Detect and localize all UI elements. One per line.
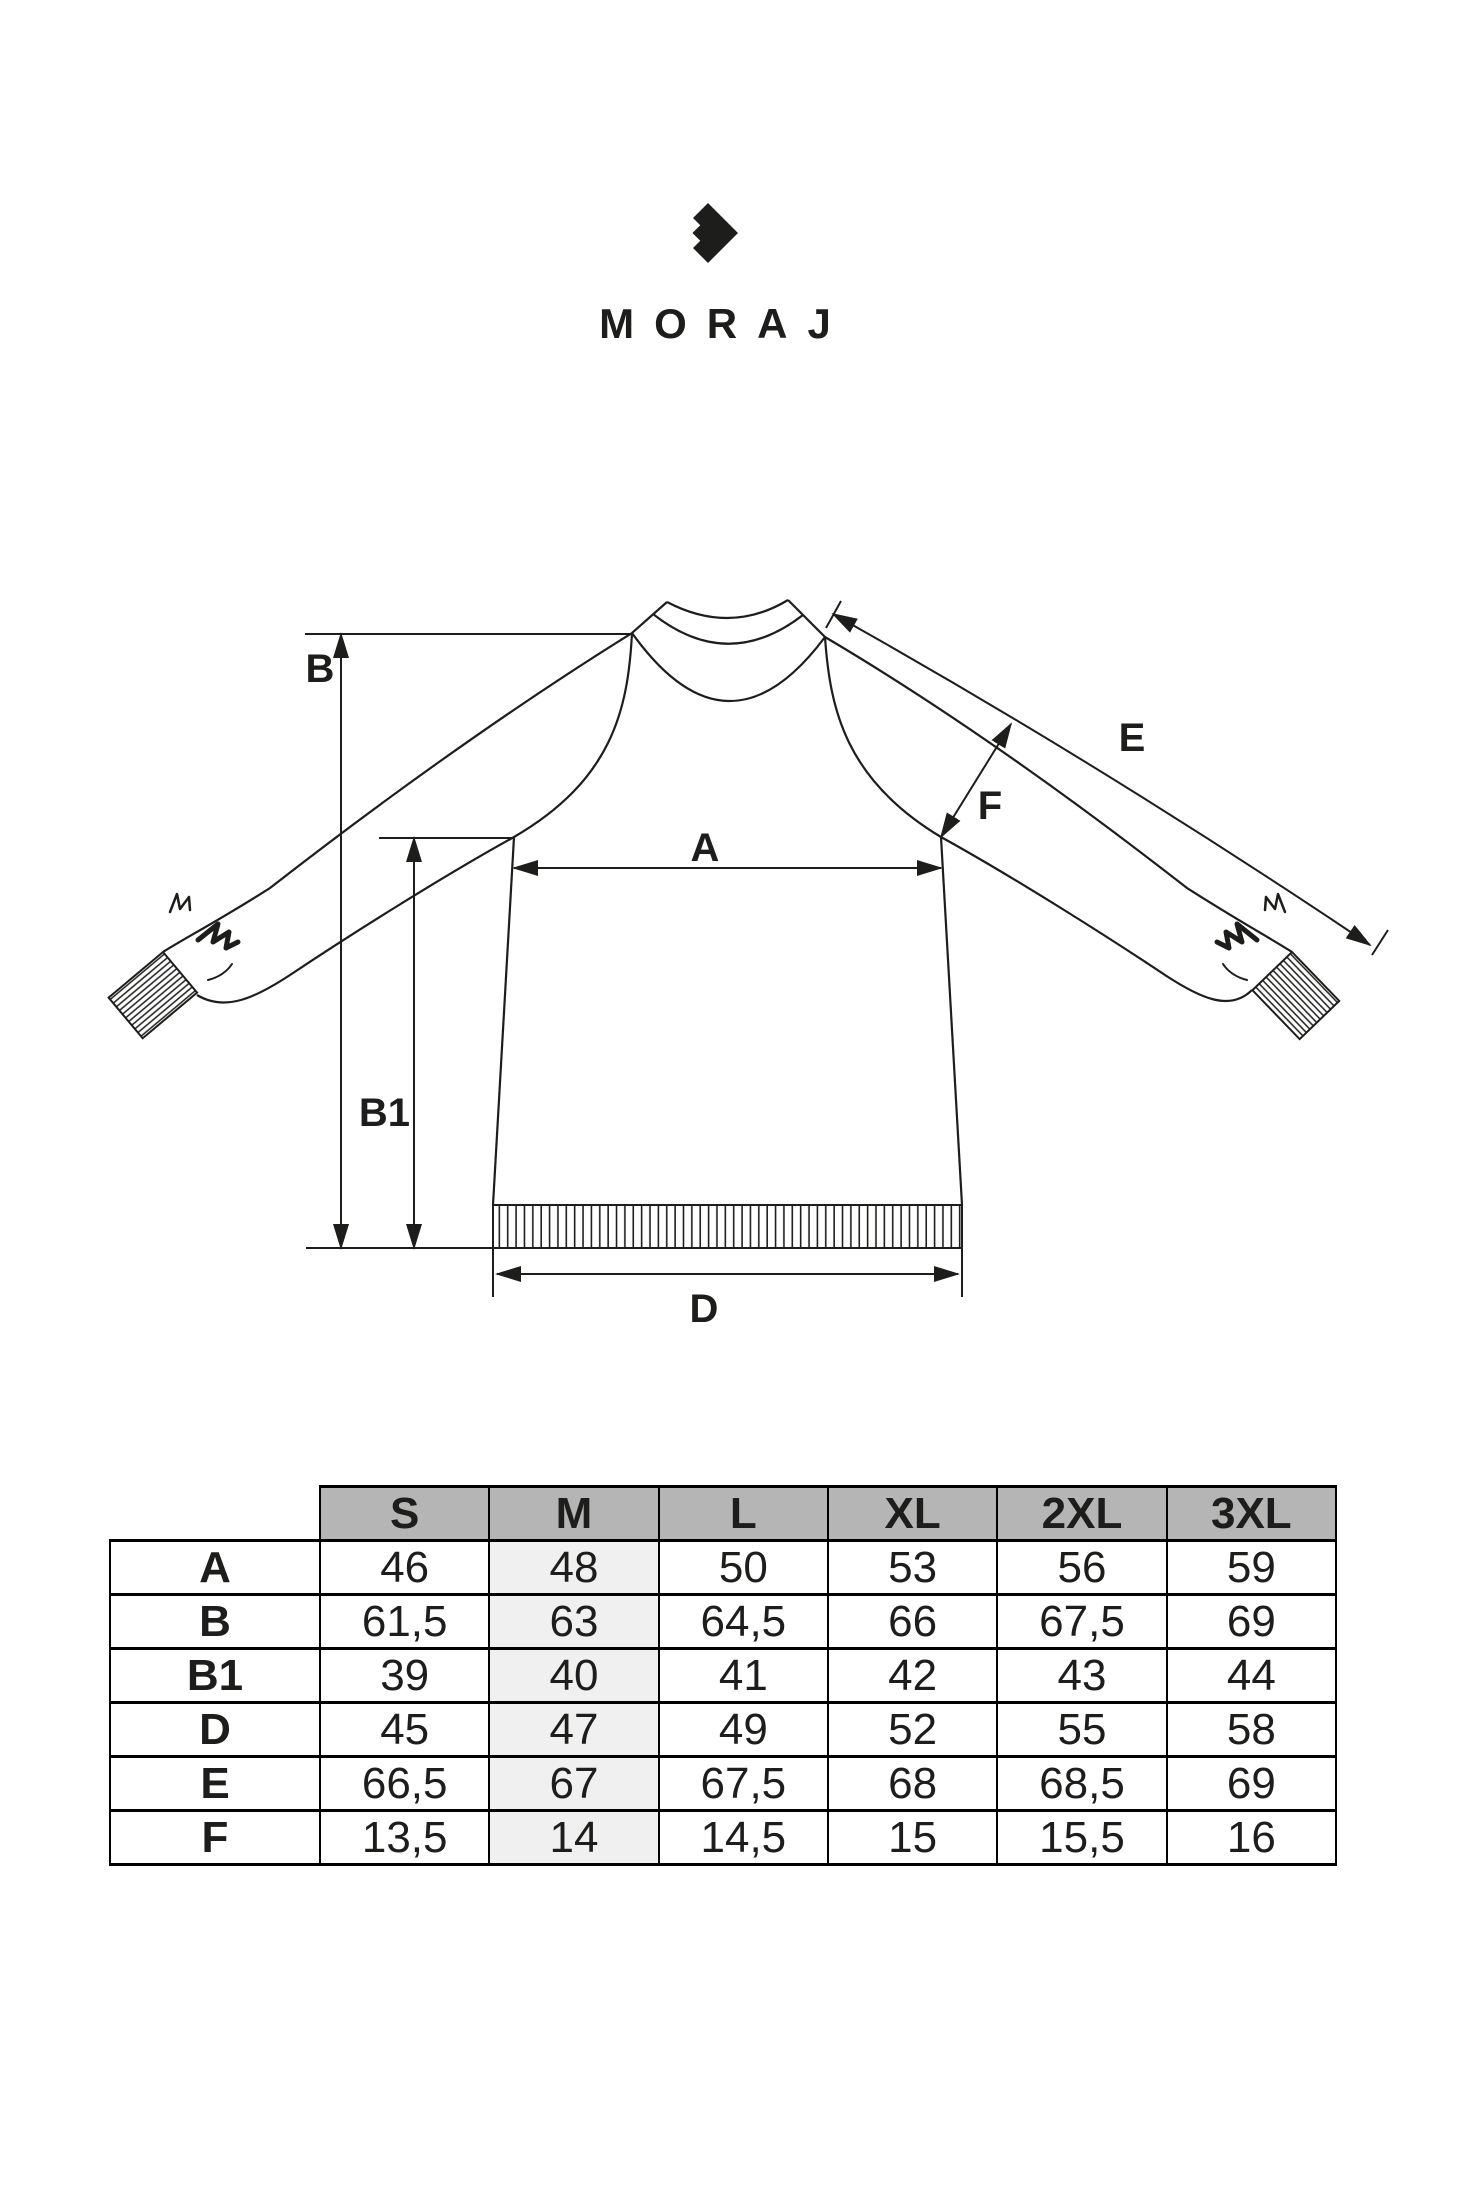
table-row — [110, 1541, 1336, 1595]
table-cell: 49 — [659, 1703, 828, 1757]
table-cell: 53 — [828, 1541, 997, 1595]
table-row — [110, 1649, 1336, 1703]
size-column-header: 2XL — [997, 1487, 1166, 1541]
table-cell: 44 — [1167, 1649, 1336, 1703]
size-column-header: M — [489, 1487, 658, 1541]
table-cell: 67,5 — [659, 1757, 828, 1811]
table-row — [110, 1595, 1336, 1649]
table-cell: 40 — [489, 1649, 658, 1703]
table-cell: 61,5 — [320, 1595, 489, 1649]
table-cell: 15,5 — [997, 1811, 1166, 1865]
table-row — [110, 1757, 1336, 1811]
table-cell: 59 — [1167, 1541, 1336, 1595]
size-column-header: XL — [828, 1487, 997, 1541]
size-header-row — [110, 1487, 1336, 1541]
table-cell: 68 — [828, 1757, 997, 1811]
row-label: B1 — [110, 1649, 320, 1703]
dimension-B1 — [359, 838, 514, 1248]
table-cell: 14 — [489, 1811, 658, 1865]
tick-E-end — [1372, 930, 1388, 955]
table-cell: 69 — [1167, 1757, 1336, 1811]
hem-rib-band — [493, 1205, 962, 1248]
table-cell: 67 — [489, 1757, 658, 1811]
body-right-edge — [941, 837, 962, 1205]
table-cell: 42 — [828, 1649, 997, 1703]
brand-name: MORAJ — [599, 300, 851, 347]
fabric-wrinkle-marks — [170, 894, 1285, 980]
table-cell: 50 — [659, 1541, 828, 1595]
raglan-seam-right — [825, 637, 941, 837]
sweater-outline — [109, 600, 1340, 1248]
dimension-E — [826, 601, 1388, 955]
cuff-left — [109, 952, 197, 1038]
sleeve-left-under-edge — [197, 837, 514, 1003]
size-column-header: L — [659, 1487, 828, 1541]
brand-logo-icon — [692, 203, 738, 263]
table-cell: 46 — [320, 1541, 489, 1595]
table-cell: 52 — [828, 1703, 997, 1757]
row-label: E — [110, 1757, 320, 1811]
table-cell: 68,5 — [997, 1757, 1166, 1811]
arrow-E — [833, 614, 1370, 945]
table-cell: 55 — [997, 1703, 1166, 1757]
size-column-header: S — [320, 1487, 489, 1541]
dimension-B — [305, 634, 962, 1248]
table-cell: 41 — [659, 1649, 828, 1703]
row-label: F — [110, 1811, 320, 1865]
size-column-header: 3XL — [1167, 1487, 1336, 1541]
table-cell: 16 — [1167, 1811, 1336, 1865]
brand-logo — [580, 170, 890, 360]
table-row — [110, 1811, 1336, 1865]
size-table — [109, 1485, 1337, 1866]
label-E: E — [1118, 716, 1146, 760]
sleeve-right-top-edge — [825, 637, 1292, 952]
table-cell: 66,5 — [320, 1757, 489, 1811]
label-A: A — [690, 826, 720, 870]
sleeve-right-under-edge — [941, 837, 1252, 1001]
table-cell: 64,5 — [659, 1595, 828, 1649]
table-cell: 39 — [320, 1649, 489, 1703]
dimension-F — [941, 724, 1011, 837]
body-left-edge — [493, 837, 514, 1205]
label-B1: B1 — [358, 1091, 410, 1135]
collar-outline — [632, 600, 825, 701]
table-cell: 56 — [997, 1541, 1166, 1595]
label-B: B — [305, 647, 335, 691]
raglan-seam-left — [514, 633, 632, 837]
table-cell: 43 — [997, 1649, 1166, 1703]
dimension-A — [514, 826, 941, 870]
table-cell: 14,5 — [659, 1811, 828, 1865]
table-cell: 69 — [1167, 1595, 1336, 1649]
label-F: F — [977, 784, 1003, 828]
table-cell: 13,5 — [320, 1811, 489, 1865]
table-cell: 48 — [489, 1541, 658, 1595]
garment-measurement-diagram — [60, 560, 1420, 1360]
row-label: B — [110, 1595, 320, 1649]
row-label: D — [110, 1703, 320, 1757]
table-cell: 47 — [489, 1703, 658, 1757]
label-D: D — [689, 1287, 719, 1331]
cuff-right — [1252, 952, 1339, 1039]
table-cell: 66 — [828, 1595, 997, 1649]
row-label: A — [110, 1541, 320, 1595]
table-row — [110, 1703, 1336, 1757]
table-cell: 63 — [489, 1595, 658, 1649]
table-cell: 45 — [320, 1703, 489, 1757]
sleeve-left-top-edge — [163, 633, 632, 952]
table-cell: 67,5 — [997, 1595, 1166, 1649]
table-cell: 58 — [1167, 1703, 1336, 1757]
table-cell: 15 — [828, 1811, 997, 1865]
table-corner-spacer — [110, 1487, 320, 1541]
